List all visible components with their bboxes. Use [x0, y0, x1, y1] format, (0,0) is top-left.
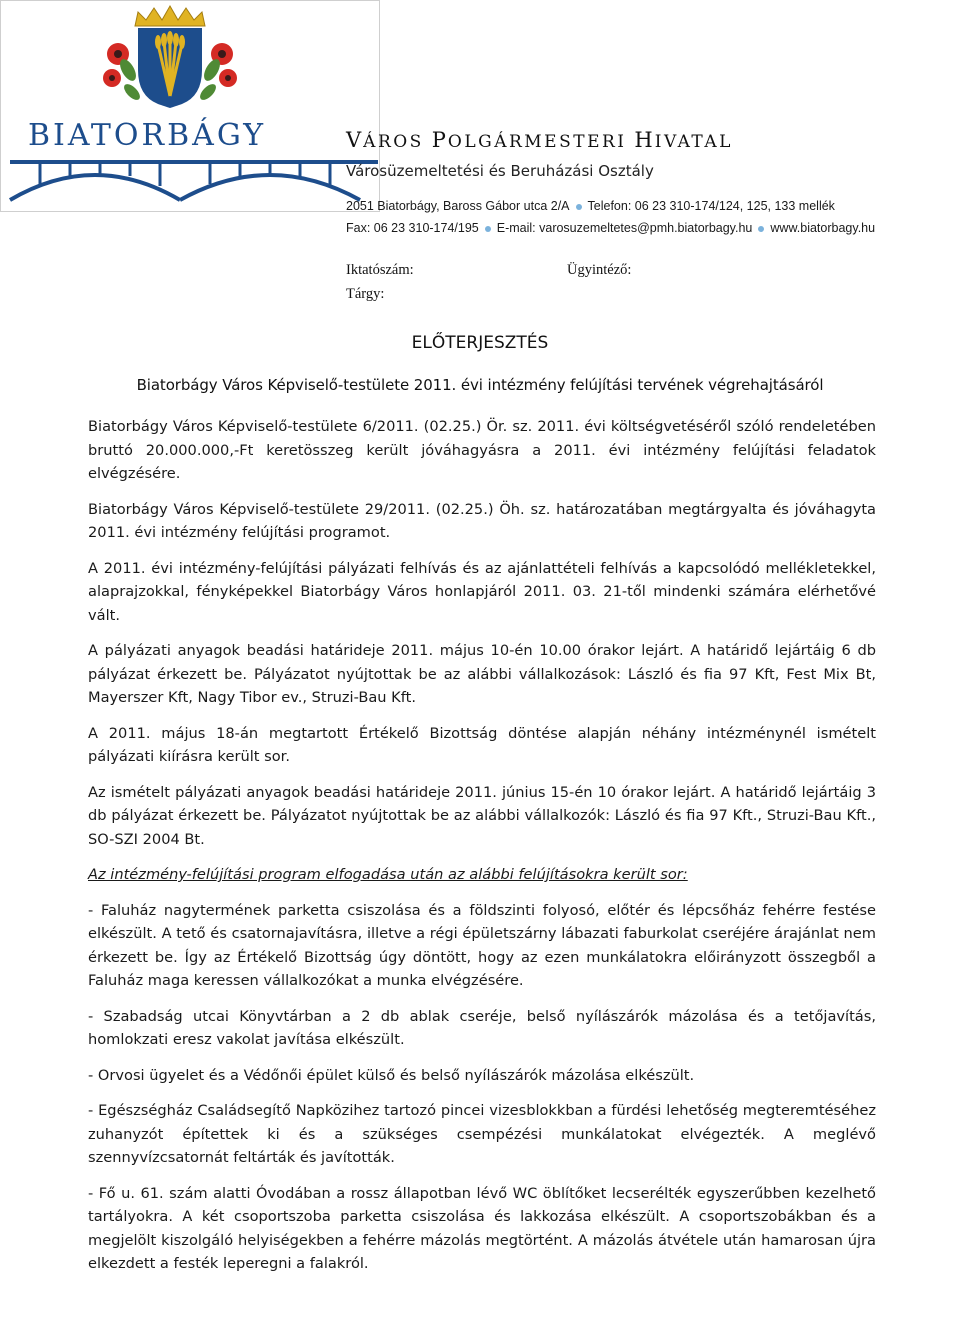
list-item: - Faluház nagytermének parketta csiszolása és a földszinti folyosó, előtér és lépcsőház fehérre festése elkészült. A tető és csatornajavításra, illetve a régi épületszárny lábazati faburkolat cseréjére árajánlat nem érkezett be. Így az Értékelő Bizottság úgy döntött, hogy az ezen munkálatokra előirányzott összegből a Faluház maga keressen vállalkozókat a munka elvégzésére.	[88, 901, 876, 989]
paragraph: Az ismételt pályázati anyagok beadási határideje 2011. június 15-én 10 órakor lejárt. A határidő lejártáig 3 db pályázat érkezett be. Pályázatot nyújtottak be az alábbi vállalkozók: László és fia 97 Kft., Struzi-Bau Kft., SO-SZI 2004 Bt.	[88, 783, 876, 848]
contact-line-1	[346, 199, 835, 213]
office-title-part: P	[431, 128, 448, 152]
office-title-part: IVATAL	[654, 132, 733, 152]
bullet-dot-icon	[758, 226, 764, 232]
phone-text: Telefon: 06 23 310-174/124, 125, 133 mellék	[587, 199, 835, 213]
bullet-dot-icon	[485, 226, 491, 232]
paragraph: A 2011. május 18-án megtartott Értékelő Bizottság döntése alapján néhány intézménynél ismételt pályázati kiírásra került sor.	[88, 724, 876, 765]
city-logo	[0, 0, 380, 212]
coat-of-arms-icon	[0, 0, 380, 212]
document-body	[88, 415, 876, 1288]
officer-label: Ügyintéző:	[567, 262, 632, 278]
paragraph: A 2011. évi intézmény-felújítási pályázati felhívás és az ajánlattételi felhívás a kapcsolódó mellékletekkel, alaprajzokkal, fényképekkel Biatorbágy Város honlapjáról 2011. 03. 21-től mindenki számára elérhetővé vált.	[88, 559, 876, 624]
office-title-part: OLGÁRMESTERI	[447, 132, 635, 152]
office-header	[346, 128, 956, 180]
address-text: 2051 Biatorbágy, Baross Gábor utca 2/A	[346, 199, 570, 213]
list-item: - Szabadság utcai Könyvtárban a 2 db ablak cseréje, belső nyílászárók mázolása és a tetőjavítás, homlokzati eresz vakolat javítása elkészült.	[88, 1007, 876, 1048]
contact-line-2	[346, 221, 875, 235]
paragraph: Biatorbágy Város Képviselő-testülete 6/2011. (02.25.) Ör. sz. 2011. évi költségvetéséről szóló rendeletében bruttó 20.000.000,-Ft keretösszeg került jóváhagyásra a 2011. évi intézmény felújítási feladatok elvégzésére.	[88, 418, 876, 482]
reg-number-label: Iktatószám:	[346, 262, 414, 278]
list-item: - Egészségház Családsegítő Napközihez tartozó pincei vizesblokkban a fürdési lehetőség megteremtéséhez zuhanyzót építettek ki és a szükséges csempézési munkálatokat elvégezték. A meglévő szennyvízcsatornát feltárták és javították.	[88, 1102, 876, 1166]
section-heading: Az intézmény-felújítási program elfogadása után az alábbi felújításokra került sor:	[88, 866, 688, 883]
office-title-part: V	[346, 128, 364, 152]
document-subject: Biatorbágy Város Képviselő-testülete 2011. évi intézmény felújítási tervének végrehajtásáról	[136, 376, 824, 394]
logo-text: BIATORBÁGY	[28, 118, 267, 153]
list-item: - Fő u. 61. szám alatti Óvodában a rossz állapotban lévő WC öblítőket lecserélték egyszerűbben kezelhető tartályokra. A két csoportszoba parketta csiszolása és lakkozása elkészült. A csoportszobákban és a megjelölt kiszolgáló helyiségekben a fehérre mázolás megtörtént. A mázolás átvétele után hamarosan újra elkezdett a festék leperegni a falakról.	[88, 1184, 876, 1272]
bullet-dot-icon	[576, 204, 582, 210]
office-title-part: ÁROS	[363, 132, 432, 152]
fax-text: Fax: 06 23 310-174/195	[346, 221, 479, 235]
office-title-part: H	[634, 128, 655, 152]
list-item: - Orvosi ügyelet és a Védőnői épület külső és belső nyílászárók mázolása elkészült.	[88, 1066, 695, 1084]
office-title	[346, 128, 956, 154]
document-heading: ELŐTERJESZTÉS	[411, 333, 549, 353]
website-link[interactable]: www.biatorbagy.hu	[770, 221, 876, 235]
department-name: Városüzemeltetési és Beruházási Osztály	[346, 162, 654, 180]
subject-label: Tárgy:	[346, 286, 385, 302]
email-link[interactable]: E-mail: varosuzemeltetes@pmh.biatorbagy.hu	[496, 221, 753, 235]
paragraph: A pályázati anyagok beadási határideje 2011. május 10-én 10.00 órakor lejárt. A határidő lejártáig 6 db pályázat érkezett be. Pályázatot nyújtottak be az alábbi vállalkozások: László és fia 97 Kft, Fest Mix Bt, Mayerszer Kft, Nagy Tibor ev., Struzi-Bau Kft.	[88, 642, 876, 706]
paragraph: Biatorbágy Város Képviselő-testülete 29/2011. (02.25.) Öh. sz. határozatában megtárgyalta és jóváhagyta 2011. évi intézmény felújítási programot.	[88, 500, 876, 541]
